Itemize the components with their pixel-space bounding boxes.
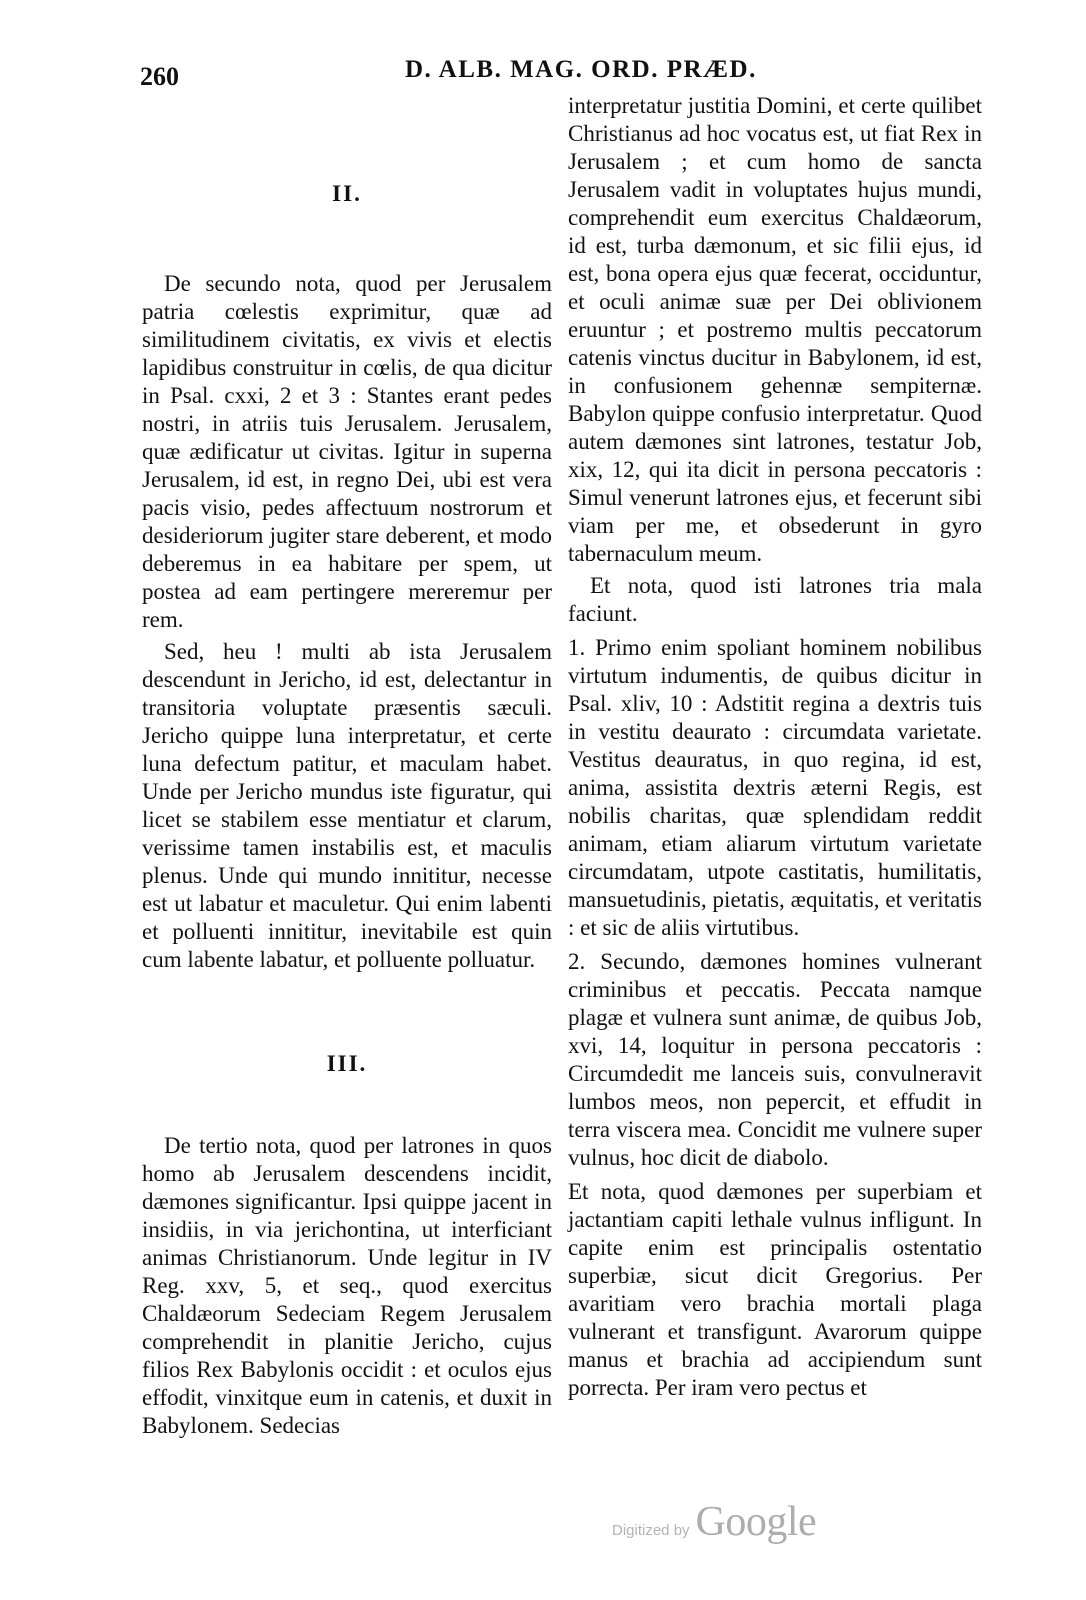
section-iii-paragraph-1: De tertio nota, quod per latrones in quos homo ab Jerusalem descendens incidit, dæmones significantur. Ipsi quippe jacent in insidiis, in via jerichontina, ut interficiant animas Christianorum. Unde legitur in IV Reg. xxv, 5, et seq., quod exercitus Chaldæorum Sedeciam Regem Jerusalem comprehendit in planitie Jericho, cujus filios Rex Babylonis occidit : et oculos ejus effodit, vinxitque eum in catenis, et duxit in Babylonem. Sedecias — [142, 1133, 552, 1438]
section-ii-paragraph-2: Sed, heu ! multi ab ista Jerusalem descendunt in Jericho, id est, delectantur in transitoria voluptate præsentis sæculi. Jericho quippe luna interpretatur, et certe luna defectum patitur, et maculam habet. Unde per Jericho mundus iste figuratur, qui licet se stabilem esse mentiatur et clarum, verissime tamen instabilis est, et maculis plenus. Unde qui mundo innititur, necesse est ut labatur et maculetur. Qui enim labenti et polluenti innititur, inevitabile est quin cum labente labatur, et polluente polluatur. — [142, 639, 552, 972]
digitized-by-label: Digitized by — [612, 1522, 690, 1539]
right-paragraph-3: Et nota, quod dæmones per superbiam et jactantiam capiti lethale vulnus infligunt. In capite enim est principalis ostentatio superbiæ, sicut dicit Gregorius. Per avaritiam vero brachia mortali plaga vulnerant et transfigunt. Avarorum quippe manus et brachia ad accipiendum sunt porrecta. Per iram vero pectus et — [568, 1179, 982, 1400]
right-paragraph-1: interpretatur justitia Domini, et certe quilibet Christianus ad hoc vocatus est, ut fiat Rex in Jerusalem ; et cum homo de sancta Jerusalem vadit in voluptates hujus mundi, comprehendit eum exercitus Chaldæorum, id est, turba dæmonum, et sic filii ejus, id est, bona opera ejus quæ fecerat, occiduntur, et oculi animæ suæ per Dei oblivionem eruuntur ; et postremo multis peccatorum catenis vinctus ducitur in Babylonem, id est, in confusionem gehennæ sempiternæ. Babylon quippe confusio interpretatur. Quod autem dæmones sint latrones, testatur Job, xix, 12, qui ita dicit in persona peccatoris : Simul venerunt latrones ejus, et fecerunt sibi viam per me, et obsederunt in gyro tabernaculum meum. — [568, 93, 982, 566]
google-logo: Google — [695, 1499, 817, 1545]
section-iii-heading: III. — [326, 1051, 368, 1076]
list-item-1: 1. Primo enim spoliant hominem nobilibus virtutum indumentis, de quibus dicitur in Psal. xliv, 10 : Adstitit regina a dextris tuis in vestitu deaurato : circumdata varietate. Vestitus deauratus, in quo regina, id est, anima, assistita dextris æterni Regis, est nobilis charitas, quæ splendidam reddit animam, etiam aliarum virtutum varietate circumdatam, utpote castitatis, humilitatis, mansuetudinis, pietatis, æquitatis, et veritatis : et sic de aliis virtutibus. — [568, 635, 982, 940]
left-column — [142, 180, 552, 1440]
right-column — [568, 92, 982, 1402]
right-paragraph-2: Et nota, quod isti latrones tria mala faciunt. — [568, 573, 982, 626]
running-title: D. ALB. MAG. ORD. PRÆD. — [405, 56, 757, 83]
digitized-by-google-watermark — [612, 1498, 816, 1546]
list-item-2: 2. Secundo, dæmones homines vulnerant criminibus et peccatis. Peccata namque plagæ et vulnera sunt animæ, de quibus Job, xvi, 14, loquitur in persona peccatoris : Circumdedit me lanceis suis, convulneravit lumbos meos, non pepercit, et effudit in terra viscera mea. Concidit me vulnere super vulnus, hoc dicit de diabolo. — [568, 949, 982, 1170]
page-number: 260 — [140, 62, 179, 91]
section-ii-heading: II. — [332, 181, 362, 206]
section-ii-paragraph-1: De secundo nota, quod per Jerusalem patria cœlestis exprimitur, quæ ad similitudinem civitatis, ex vivis et electis lapidibus construitur in cœlis, de qua dicitur in Psal. cxxi, 2 et 3 : Stantes erant pedes nostri, in atriis tuis Jerusalem. Jerusalem, quæ ædificatur ut civitas. Igitur in superna Jerusalem, id est, in regno Dei, ubi est vera pacis visio, pedes affectuum nostrorum et desideriorum jugiter stare deberent, et modo deberemus in ea habitare per spem, ut postea ad eam pertingere mereremur per rem. — [142, 271, 552, 632]
